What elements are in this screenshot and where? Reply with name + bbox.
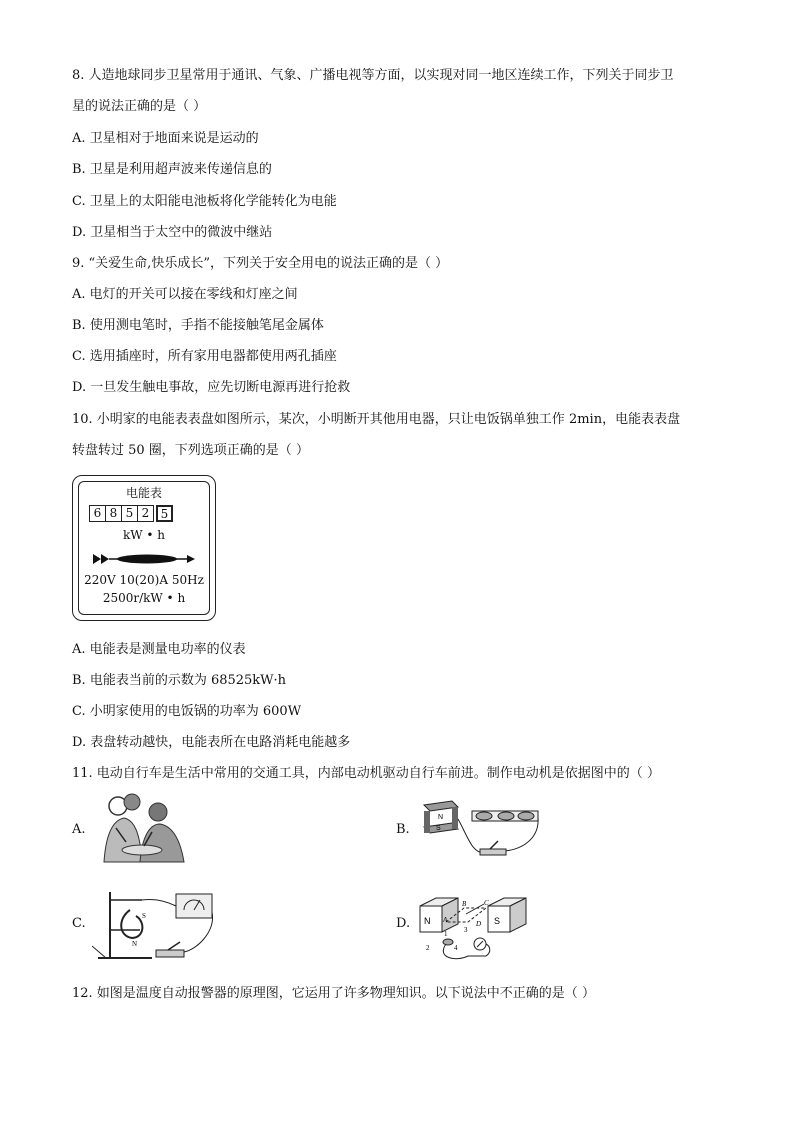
meter-rotating-disc-icon: [89, 550, 199, 568]
fig-d-a-label: A: [443, 916, 448, 924]
q11-stem: 11. 电动自行车是生活中常用的交通工具，内部电动机驱动自行车前进。制作电动机是依据图中的（ ）: [72, 766, 660, 781]
q10-stem-line2: 转盘转过 50 圈，下列选项正确的是（ ）: [72, 443, 309, 458]
q9-stem: 9. “关爱生命,快乐成长”，下列关于安全用电的说法正确的是（ ）: [72, 256, 449, 271]
meter-digit-5: 5: [156, 505, 173, 522]
fig-d-1-label: 1: [444, 930, 448, 938]
fig-d-4-label: 4: [454, 944, 458, 952]
q12-stem: 12. 如图是温度自动报警器的原理图，它运用了许多物理知识。以下说法中不正确的是（ ）: [72, 986, 595, 1001]
fig-d-3-label: 3: [464, 926, 468, 934]
q11-label-b: B.: [396, 822, 410, 837]
meter-digit-3: 5: [121, 505, 138, 522]
q8-stem-line1: 8. 人造地球同步卫星常用于通讯、气象、广播电视等方面，以实现对同一地区连续工作，下列关于同步卫: [72, 68, 674, 83]
meter-digit-4: 2: [137, 505, 154, 522]
q10-option-d: D. 表盘转动越快，电能表所在电路消耗电能越多: [72, 735, 351, 750]
q10-option-a: A. 电能表是测量电功率的仪表: [72, 642, 246, 657]
q11-figure-c-oersted-experiment-icon: [92, 888, 220, 964]
q10-option-c: C. 小明家使用的电饭锅的功率为 600W: [72, 704, 302, 719]
meter-digits: [89, 505, 172, 522]
q11-label-c: C.: [72, 916, 86, 931]
q9-option-b: B. 使用测电笔时，手指不能接触笔尾金属体: [72, 318, 324, 333]
q8-option-b: B. 卫星是利用超声波来传递信息的: [72, 162, 272, 177]
q11-label-a: A.: [72, 822, 86, 837]
meter-digit-1: 6: [89, 505, 106, 522]
electric-meter-figure: [72, 475, 216, 621]
fig-d-c-label: C: [484, 899, 489, 907]
q8-option-c: C. 卫星上的太阳能电池板将化学能转化为电能: [72, 194, 337, 209]
meter-spec-voltage: 220V 10(20)A 50Hz: [84, 573, 204, 587]
q9-option-d: D. 一旦发生触电事故，应先切断电源再进行抢救: [72, 380, 351, 395]
fig-b-n-label: N: [438, 814, 444, 821]
fig-b-s-label: S: [436, 825, 441, 832]
meter-spec-revolutions: 2500r/kW • h: [102, 591, 186, 605]
fig-d-s-label: S: [494, 916, 501, 926]
q10-option-b: B. 电能表当前的示数为 68525kW·h: [72, 673, 287, 688]
q8-option-d: D. 卫星相当于太空中的微波中继站: [72, 225, 273, 240]
q8-option-a: A. 卫星相对于地面来说是运动的: [72, 131, 259, 146]
fig-d-b-label: B: [462, 900, 467, 908]
q10-stem-line1: 10. 小明家的电能表表盘如图所示，某次，小明断开其他用电器，只让电饭锅单独工作 2min，电能表表盘: [72, 412, 681, 427]
q11-figure-b-electromagnetic-induction-icon: [418, 797, 542, 863]
q9-option-c: C. 选用插座时，所有家用电器都使用两孔插座: [72, 349, 337, 364]
meter-unit: kW • h: [122, 528, 166, 542]
q8-stem-line2: 星的说法正确的是（ ）: [72, 99, 207, 114]
meter-title: 电能表: [125, 486, 162, 500]
fig-d-n-label: N: [424, 916, 431, 926]
fig-c-n-label: N: [132, 940, 138, 948]
q11-figure-d-motor-principle-icon: [416, 892, 528, 964]
q11-label-d: D.: [396, 916, 411, 931]
meter-digit-2: 8: [105, 505, 122, 522]
fig-d-d-label: D: [476, 920, 482, 928]
q9-option-a: A. 电灯的开关可以接在零线和灯座之间: [72, 287, 298, 302]
q11-figure-a-scientists-icon: [96, 792, 188, 864]
fig-d-2-label: 2: [426, 944, 430, 952]
fig-c-s-label: S: [142, 912, 146, 920]
